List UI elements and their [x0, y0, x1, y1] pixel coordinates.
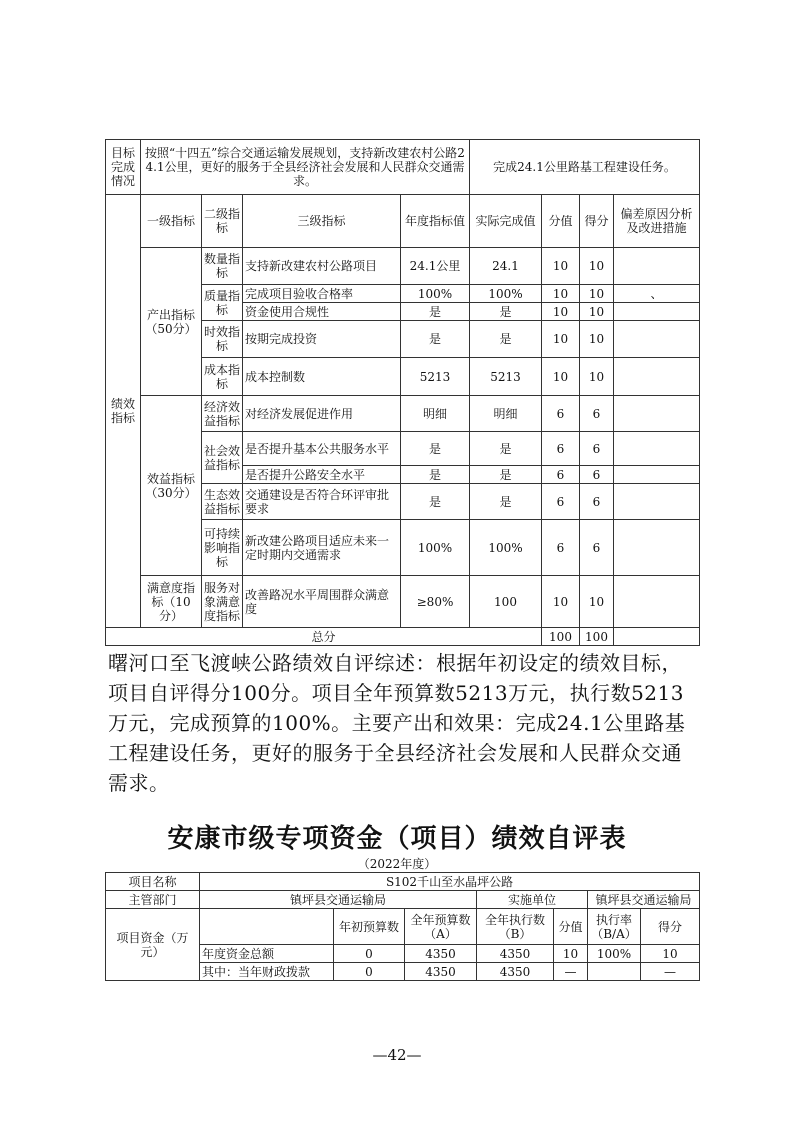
- actual-cell: 100%: [470, 520, 542, 576]
- impl-value: 镇坪县交通运输局: [588, 891, 700, 909]
- got-cell: —: [641, 963, 700, 981]
- target-cell: 5213: [401, 358, 470, 396]
- got-cell: 10: [580, 576, 614, 628]
- budget-cell: 4350: [405, 963, 477, 981]
- header-l3: 三级指标: [243, 195, 401, 248]
- total-got: 100: [580, 628, 614, 646]
- actual-cell: 是: [470, 466, 542, 484]
- got-cell: 10: [580, 303, 614, 321]
- score-cell: 10: [554, 945, 588, 963]
- target-cell: ≥80%: [401, 576, 470, 628]
- total-score: 100: [542, 628, 580, 646]
- actual-cell: 是: [470, 303, 542, 321]
- note-cell: [614, 432, 700, 466]
- perf-label: 绩效指标: [106, 195, 141, 628]
- score-cell: 10: [542, 285, 580, 303]
- row-label: 年度资金总额: [200, 945, 334, 963]
- score-cell: 10: [542, 321, 580, 358]
- project-name-label: 项目名称: [106, 873, 200, 891]
- col-header: 年初预算数: [334, 909, 405, 945]
- l3-cell: 是否提升公路安全水平: [243, 466, 401, 484]
- score-cell: 10: [542, 248, 580, 285]
- l2-cell: 数量指标: [202, 248, 243, 285]
- goal-label: 目标完成情况: [106, 140, 141, 195]
- got-cell: 6: [580, 466, 614, 484]
- score-cell: —: [554, 963, 588, 981]
- init-cell: 0: [334, 945, 405, 963]
- exec-cell: 4350: [477, 963, 554, 981]
- target-cell: 100%: [401, 520, 470, 576]
- l3-cell: 支持新改建农村公路项目: [243, 248, 401, 285]
- l2-cell: 可持续影响指标: [202, 520, 243, 576]
- total-label: 总分: [106, 628, 542, 646]
- got-cell: 10: [580, 358, 614, 396]
- funds-table: [105, 872, 700, 981]
- rate-cell: [588, 963, 641, 981]
- init-cell: 0: [334, 963, 405, 981]
- actual-cell: 是: [470, 484, 542, 520]
- actual-cell: 100%: [470, 285, 542, 303]
- note-cell: [614, 396, 700, 432]
- impl-label: 实施单位: [477, 891, 588, 909]
- header-score: 分值: [542, 195, 580, 248]
- got-cell: 10: [641, 945, 700, 963]
- col-header: 得分: [641, 909, 700, 945]
- l3-cell: 按期完成投资: [243, 321, 401, 358]
- note-cell: [614, 520, 700, 576]
- form-year: （2022年度）: [357, 857, 437, 871]
- rate-cell: 100%: [588, 945, 641, 963]
- l2-cell: 经济效益指标: [202, 396, 243, 432]
- l2-cell: 生态效益指标: [202, 484, 243, 520]
- score-cell: 6: [542, 484, 580, 520]
- table-row: [106, 576, 700, 628]
- got-cell: 10: [580, 285, 614, 303]
- header-target: 年度指标值: [401, 195, 470, 248]
- got-cell: 10: [580, 248, 614, 285]
- table-row: [106, 396, 700, 432]
- target-cell: 是: [401, 432, 470, 466]
- actual-cell: 100: [470, 576, 542, 628]
- l3-cell: 成本控制数: [243, 358, 401, 396]
- target-cell: 是: [401, 466, 470, 484]
- col-header: 全年执行数（B）: [477, 909, 554, 945]
- form-title: 安康市级专项资金（项目）绩效自评表: [167, 824, 627, 854]
- performance-table: [105, 139, 700, 646]
- output-l1: 产出指标（50分）: [141, 248, 202, 396]
- row-label: 其中：当年财政拨款: [200, 963, 334, 981]
- note-cell: 、: [614, 285, 700, 303]
- blank-header: [200, 909, 334, 945]
- l2-cell: 社会效益指标: [202, 432, 243, 484]
- dept-value: 镇坪县交通运输局: [200, 891, 477, 909]
- funds-label: 项目资金（万元）: [106, 909, 200, 981]
- target-cell: 明细: [401, 396, 470, 432]
- score-cell: 10: [542, 576, 580, 628]
- exec-cell: 4350: [477, 945, 554, 963]
- note-cell: [614, 466, 700, 484]
- summary-paragraph: 曙河口至飞渡峡公路绩效自评综述：根据年初设定的绩效目标，项目自评得分100分。项目全年预算数5213万元，执行数5213万元，完成预算的100%。主要产出和效果：完成24.1公里路基工程建设任务，更好的服务于全县经济社会发展和人民群众交通需求。: [108, 651, 686, 795]
- budget-cell: 4350: [405, 945, 477, 963]
- l2-cell: 成本指标: [202, 358, 243, 396]
- header-note: 偏差原因分析及改进措施: [614, 195, 700, 248]
- l3-cell: 新改建公路项目适应未来一定时期内交通需求: [243, 520, 401, 576]
- target-cell: 是: [401, 303, 470, 321]
- got-cell: 6: [580, 484, 614, 520]
- score-cell: 6: [542, 432, 580, 466]
- target-cell: 24.1公里: [401, 248, 470, 285]
- target-cell: 是: [401, 321, 470, 358]
- score-cell: 10: [542, 358, 580, 396]
- l3-cell: 资金使用合规性: [243, 303, 401, 321]
- header-actual: 实际完成值: [470, 195, 542, 248]
- got-cell: 6: [580, 432, 614, 466]
- total-note: [614, 628, 700, 646]
- target-cell: 是: [401, 484, 470, 520]
- l3-cell: 完成项目验收合格率: [243, 285, 401, 303]
- score-cell: 10: [542, 303, 580, 321]
- total-row: [106, 628, 700, 646]
- header-got: 得分: [580, 195, 614, 248]
- l3-cell: 改善路况水平周围群众满意度: [243, 576, 401, 628]
- l3-cell: 对经济发展促进作用: [243, 396, 401, 432]
- col-header: 分值: [554, 909, 588, 945]
- col-header: 执行率（B/A）: [588, 909, 641, 945]
- note-cell: [614, 358, 700, 396]
- score-cell: 6: [542, 466, 580, 484]
- got-cell: 6: [580, 520, 614, 576]
- actual-cell: 是: [470, 432, 542, 466]
- actual-cell: 24.1: [470, 248, 542, 285]
- col-header: 全年预算数（A）: [405, 909, 477, 945]
- l3-cell: 是否提升基本公共服务水平: [243, 432, 401, 466]
- score-cell: 6: [542, 520, 580, 576]
- header-l2: 二级指标: [202, 195, 243, 248]
- header-l1: 一级指标: [141, 195, 202, 248]
- target-cell: 100%: [401, 285, 470, 303]
- score-cell: 6: [542, 396, 580, 432]
- actual-cell: 明细: [470, 396, 542, 432]
- got-cell: 10: [580, 321, 614, 358]
- got-cell: 6: [580, 396, 614, 432]
- note-cell: [614, 321, 700, 358]
- l2-cell: 服务对象满意度指标: [202, 576, 243, 628]
- actual-cell: 5213: [470, 358, 542, 396]
- benefit-l1: 效益指标（30分）: [141, 396, 202, 576]
- l2-cell: 质量指标: [202, 285, 243, 321]
- project-name: S102千山至水晶坪公路: [200, 873, 700, 891]
- goal-actual: 完成24.1公里路基工程建设任务。: [470, 140, 700, 195]
- table-row: [106, 248, 700, 285]
- goal-plan: 按照“十四五”综合交通运输发展规划，支持新改建农村公路24.1公里，更好的服务于全县经济社会发展和人民群众交通需求。: [141, 140, 470, 195]
- page-number: —42—: [372, 1046, 422, 1064]
- note-cell: [614, 484, 700, 520]
- dept-label: 主管部门: [106, 891, 200, 909]
- note-cell: [614, 576, 700, 628]
- l2-cell: 时效指标: [202, 321, 243, 358]
- actual-cell: 是: [470, 321, 542, 358]
- l3-cell: 交通建设是否符合环评审批要求: [243, 484, 401, 520]
- note-cell: [614, 303, 700, 321]
- satisfaction-l1: 满意度指标（10分）: [141, 576, 202, 628]
- note-cell: [614, 248, 700, 285]
